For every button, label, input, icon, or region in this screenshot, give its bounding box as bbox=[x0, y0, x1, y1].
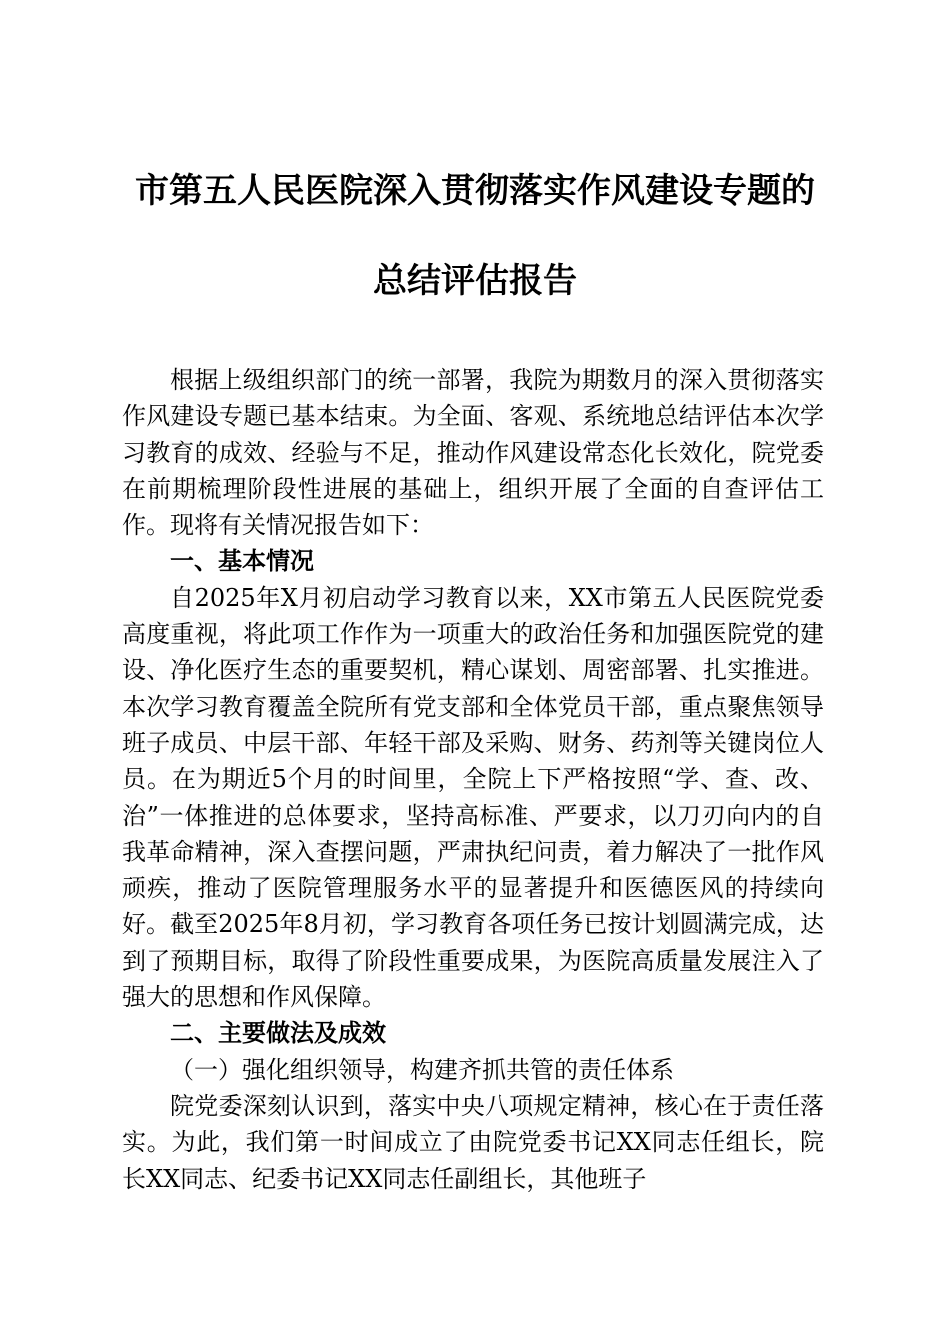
section-2-heading: 二、主要做法及成效 bbox=[170, 1019, 386, 1048]
document-title-line-2: 总结评估报告 bbox=[373, 261, 577, 301]
document-title-line-1: 市第五人民医院深入贯彻落实作风建设专题的 bbox=[135, 171, 815, 211]
section-2-subheading: （一）强化组织领导，构建齐抓共管的责任体系 bbox=[170, 1055, 674, 1084]
section-1-heading: 一、基本情况 bbox=[170, 547, 314, 576]
section-1-paragraph: 自2025年X月初启动学习教育以来，XX市第五人民医院党委高度重视，将此项工作作为一项重大的政治任务和加强医院党的建设、净化医疗生态的重要契机，精心谋划、周密部署、扎实推进。本次学习教育覆盖全院所有党支部和全体党员干部，重点聚焦领导班子成员、中层干部、年轻干部及采购、财务、药剂等关键岗位人员。在为期近5个月的时间里，全院上下严格按照“学、查、改、治”一体推进的总体要求，坚持高标准、严要求，以刀刃向内的自我革命精神，深入查摆问题，严肃执纪问责，着力解决了一批作风顽疾，推动了医院管理服务水平的显著提升和医德医风的持续向好。截至2025年8月初，学习教育各项任务已按计划圆满完成，达到了预期目标，取得了阶段性重要成果，为医院高质量发展注入了强大的思想和作风保障。 bbox=[122, 583, 824, 1012]
intro-paragraph: 根据上级组织部门的统一部署，我院为期数月的深入贯彻落实作风建设专题已基本结束。为全面、客观、系统地总结评估本次学习教育的成效、经验与不足，推动作风建设常态化长效化，院党委在前期梳理阶段性进展的基础上，组织开展了全面的自查评估工作。现将有关情况报告如下： bbox=[122, 366, 824, 540]
document-body bbox=[122, 362, 824, 1197]
section-2-paragraph: 院党委深刻认识到，落实中央八项规定精神，核心在于责任落实。为此，我们第一时间成立了由院党委书记XX同志任组长，院长XX同志、纪委书记XX同志任副组长，其他班子 bbox=[122, 1091, 824, 1193]
